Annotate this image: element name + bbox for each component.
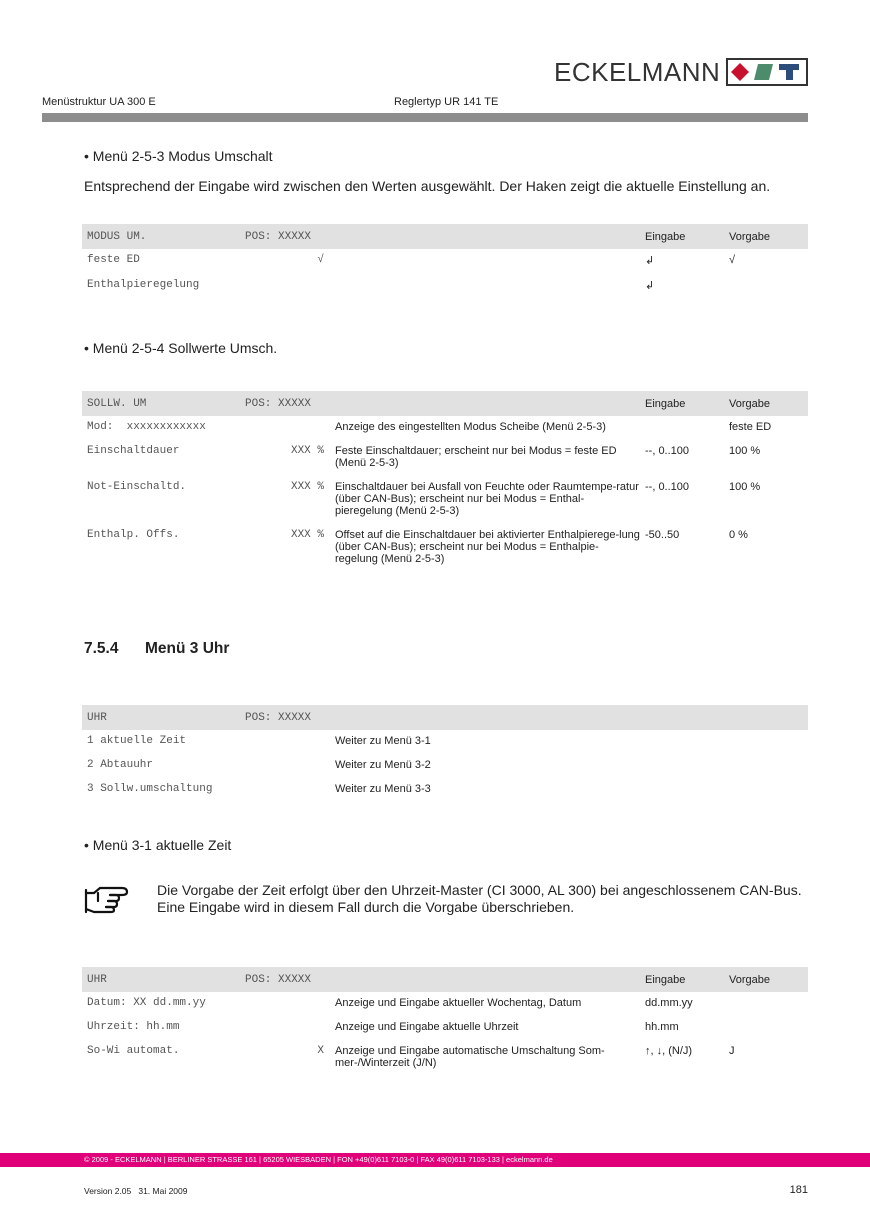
table-head-name: SOLLW. UM <box>82 391 240 416</box>
table-head-name: UHR <box>82 705 240 730</box>
menu-table-modus-um <box>82 224 808 299</box>
footer-contact-text: © 2009 - ECKELMANN | BERLINER STRASSE 161 | 65205 WIESBADEN | FON +49(0)611 7103-0 | FAX 49(0)611 7103-133 | eckelmann.de <box>84 1155 553 1164</box>
row-description <box>330 274 640 299</box>
table-head-vorgabe: Vorgabe <box>724 224 808 249</box>
row-description: Anzeige und Eingabe aktueller Wochentag, Datum <box>335 997 582 1009</box>
table-row <box>82 440 808 476</box>
row-description: Feste Einschaltdauer; erscheint nur bei Modus = feste ED (Menü 2-5-3) <box>335 445 617 469</box>
row-eingabe: ↑, ↓, (N/J) <box>645 1045 693 1057</box>
table-row <box>82 992 808 1016</box>
table-row <box>82 730 808 754</box>
description-paragraph: Entsprechend der Eingabe wird zwischen den Werten ausgewählt. Der Haken zeigt die aktuelle Einstellung an. <box>84 178 771 194</box>
menu-table-uhr <box>82 705 808 802</box>
row-value: √ <box>317 254 324 266</box>
row-vorgabe: 100 % <box>729 481 761 493</box>
table-head-pos: POS: XXXXX <box>240 391 330 416</box>
table-row <box>82 416 808 440</box>
row-name: Not-Einschaltd. <box>87 481 187 493</box>
row-description: Offset auf die Einschaltdauer bei aktivierter Enthalpierege-lung (über CAN-Bus); erscheint nur bei Modus = Enthalpie-regelung (Menü 2-5-3) <box>335 529 640 565</box>
row-vorgabe: 0 % <box>729 529 748 541</box>
row-eingabe: --, 0..100 <box>645 481 690 493</box>
table-head-eingabe: Eingabe <box>640 967 724 992</box>
section-title: Menü 3 Uhr <box>145 640 230 657</box>
row-name: 1 aktuelle Zeit <box>87 735 187 747</box>
row-description <box>330 249 640 274</box>
table-header-row <box>82 224 808 249</box>
table-row <box>82 754 808 778</box>
table-head-name: UHR <box>82 967 240 992</box>
menu-table-uhr-aktuelle-zeit <box>82 967 808 1076</box>
row-vorgabe <box>724 1016 808 1040</box>
table-header-row <box>82 391 808 416</box>
footer-version: Version 2.05 31. Mai 2009 <box>84 1186 188 1196</box>
row-eingabe: ↲ <box>645 280 655 292</box>
bullet-text: Menü 2-5-4 Sollwerte Umsch. <box>92 340 278 356</box>
row-vorgabe: √ <box>729 254 736 266</box>
table-row <box>82 274 808 299</box>
row-name: 3 Sollw.umschaltung <box>87 783 213 795</box>
row-description: Anzeige und Eingabe aktuelle Uhrzeit <box>335 1021 519 1033</box>
company-logo <box>554 57 808 87</box>
row-eingabe: --, 0..100 <box>645 445 690 457</box>
table-header-row <box>82 967 808 992</box>
header-document-title: Menüstruktur UA 300 E <box>42 96 156 108</box>
pointing-hand-icon <box>84 885 130 915</box>
row-value: XXX % <box>290 445 324 457</box>
row-eingabe: hh.mm <box>645 1021 679 1033</box>
logo-mark-icon <box>726 58 808 86</box>
row-description: Einschaltdauer bei Ausfall von Feuchte oder Raumtempe-ratur (über CAN-Bus); erscheint nur bei Modus = Enthal-pieregelung (Menü 2-5-3) <box>335 481 639 517</box>
row-description: Weiter zu Menü 3-2 <box>335 759 431 771</box>
section-number: 7.5.4 <box>84 640 119 657</box>
table-head-pos: POS: XXXXX <box>240 967 330 992</box>
table-row <box>82 1016 808 1040</box>
table-head-pos: POS: XXXXX <box>240 224 330 249</box>
row-eingabe: -50..50 <box>645 529 680 541</box>
row-value <box>240 992 330 1016</box>
row-name: Uhrzeit: hh.mm <box>87 1021 180 1033</box>
page-number: 181 <box>789 1184 808 1196</box>
row-name: feste ED <box>87 254 140 266</box>
bullet-menu-2-5-3: • Menü 2-5-3 Modus Umschalt <box>84 148 273 164</box>
row-value: X <box>317 1045 324 1057</box>
row-name: Mod: xxxxxxxxxxxx <box>87 421 206 433</box>
row-description: Anzeige des eingestellten Modus Scheibe (Menü 2-5-3) <box>335 421 606 433</box>
row-name: So-Wi automat. <box>87 1045 180 1057</box>
row-description: Weiter zu Menü 3-3 <box>335 783 431 795</box>
table-head-vorgabe: Vorgabe <box>724 391 808 416</box>
table-head-vorgabe: Vorgabe <box>724 967 808 992</box>
row-vorgabe <box>724 274 808 299</box>
bullet-menu-2-5-4: • Menü 2-5-4 Sollwerte Umsch. <box>84 340 278 356</box>
bullet-menu-3-1: • Menü 3-1 aktuelle Zeit <box>84 837 232 853</box>
row-value <box>240 274 330 299</box>
table-row <box>82 524 808 572</box>
table-row <box>82 249 808 274</box>
row-name: Datum: XX dd.mm.yy <box>87 997 206 1009</box>
header-divider <box>42 113 808 122</box>
bullet-text: Menü 3-1 aktuelle Zeit <box>92 837 232 853</box>
table-head-name: MODUS UM. <box>82 224 240 249</box>
table-row <box>82 476 808 524</box>
table-row <box>82 1040 808 1076</box>
row-vorgabe <box>724 992 808 1016</box>
row-name: Einschaltdauer <box>87 445 180 457</box>
row-name: Enthalp. Offs. <box>87 529 180 541</box>
menu-table-sollw-um <box>82 391 808 572</box>
table-head-eingabe: Eingabe <box>640 391 724 416</box>
row-vorgabe: J <box>729 1045 735 1057</box>
table-row <box>82 778 808 802</box>
section-heading <box>84 640 229 658</box>
header-controller-type: Reglertyp UR 141 TE <box>394 96 499 108</box>
table-head-eingabe: Eingabe <box>640 224 724 249</box>
row-value <box>240 416 330 440</box>
row-description: Anzeige und Eingabe automatische Umschaltung Som-mer-/Winterzeit (J/N) <box>335 1045 605 1069</box>
row-description: Weiter zu Menü 3-1 <box>335 735 431 747</box>
row-eingabe <box>640 416 724 440</box>
table-head-pos: POS: XXXXX <box>240 705 330 730</box>
row-eingabe: dd.mm.yy <box>645 997 693 1009</box>
logo-text: ECKELMANN <box>554 56 721 87</box>
table-header-row <box>82 705 808 730</box>
bullet-text: Menü 2-5-3 Modus Umschalt <box>92 148 273 164</box>
row-value: XXX % <box>290 481 324 493</box>
row-eingabe: ↲ <box>645 255 655 267</box>
row-vorgabe: 100 % <box>729 445 761 457</box>
row-value <box>240 1016 330 1040</box>
row-name: Enthalpieregelung <box>87 279 200 291</box>
row-name: 2 Abtauuhr <box>87 759 154 771</box>
row-vorgabe: feste ED <box>729 421 772 433</box>
row-value: XXX % <box>290 529 324 541</box>
note-text: Die Vorgabe der Zeit erfolgt über den Uhrzeit-Master (CI 3000, AL 300) bei angeschlossenem CAN-Bus. Eine Eingabe wird in diesem Fall durch die Vorgabe überschrieben. <box>157 882 802 915</box>
